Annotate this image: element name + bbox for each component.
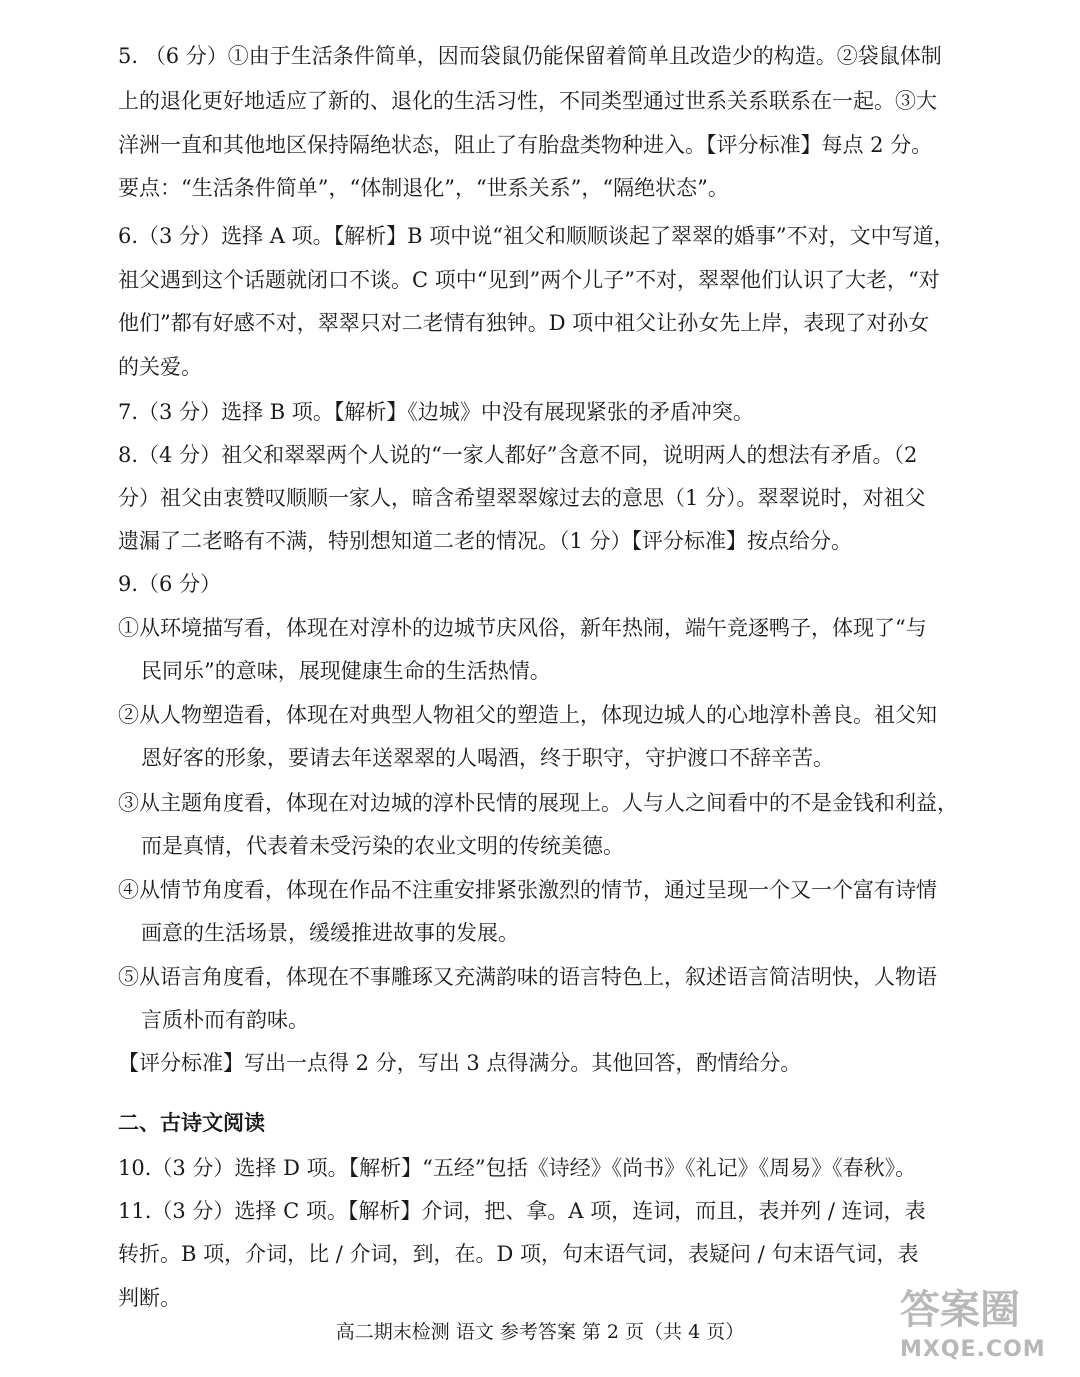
q6-line-1: 6.（3 分）选择 A 项。【解析】B 项中说“祖父和顺顺谈起了翠翠的婚事”不对，文中写道， xyxy=(118,224,955,248)
q6-line-4: 的关爱。 xyxy=(118,355,202,379)
q6-line-3: 他们”都有好感不对，翠翠只对二老情有独钟。D 项中祖父让孙女先上岸，表现了对孙女 xyxy=(118,311,930,335)
q9-heading: 9.（6 分） xyxy=(118,572,222,596)
q8-line-3: 遗漏了二老略有不满，特别想知道二老的情况。（1 分）【评分标准】按点给分。 xyxy=(118,529,853,553)
q5-line-3: 洋洲一直和其他地区保持隔绝状态，阻止了有胎盘类物种进入。【评分标准】每点 2 分。 xyxy=(118,133,933,157)
watermark-url: MXQE.COM xyxy=(900,1337,1046,1362)
q11-line-2: 转折。B 项，介词，比 / 介词，到，在。D 项，句末语气词，表疑问 / 句末语气词，表 xyxy=(118,1242,919,1266)
section-heading-classical-reading: 二、古诗文阅读 xyxy=(118,1110,265,1135)
q9-point5-line-1: ⑤从语言角度看，体现在不事雕琢又充满韵味的语言特色上，叙述语言简洁明快，人物语 xyxy=(118,965,937,989)
q9-point4-line-2: 画意的生活场景，缓缓推进故事的发展。 xyxy=(141,921,519,945)
q8-line-2: 分）祖父由衷赞叹顺顺一家人，暗含希望翠翠嫁过去的意思（1 分）。翠翠说时，对祖父 xyxy=(118,486,926,510)
page-footer: 高二期末检测 语文 参考答案 第 2 页（共 4 页） xyxy=(335,1321,745,1343)
q10-line-1: 10.（3 分）选择 D 项。【解析】“五经”包括《诗经》《尚书》《礼记》《周易》《春秋》。 xyxy=(118,1156,917,1180)
q8-line-1: 8.（4 分）祖父和翠翠两个人说的“一家人都好”含意不同，说明两人的想法有矛盾。（2 xyxy=(118,443,918,467)
q11-line-1: 11.（3 分）选择 C 项。【解析】介词，把、拿。A 项，连词，而且，表并列 / 连词，表 xyxy=(118,1199,926,1223)
q9-point5-line-2: 言质朴而有韵味。 xyxy=(141,1008,309,1032)
q9-point3-line-1: ③从主题角度看，体现在对边城的淳朴民情的展现上。人与人之间看中的不是金钱和利益， xyxy=(118,791,958,815)
q9-point4-line-1: ④从情节角度看，体现在作品不注重安排紧张激烈的情节，通过呈现一个又一个富有诗情 xyxy=(118,878,937,902)
q5-line-1: 5. （6 分）①由于生活条件简单，因而袋鼠仍能保留着简单且改造少的构造。②袋鼠体制 xyxy=(118,44,942,68)
q9-point1-line-2: 民同乐”的意味，展现健康生命的生活热情。 xyxy=(141,659,551,683)
q5-line-4: 要点：“生活条件简单”，“体制退化”，“世系关系”，“隔绝状态”。 xyxy=(118,176,729,200)
q11-line-3: 判断。 xyxy=(118,1286,181,1310)
q9-point1-line-1: ①从环境描写看，体现在对淳朴的边城节庆风俗，新年热闹，端午竞逐鸭子，体现了“与 xyxy=(118,616,927,640)
q9-point2-line-2: 恩好客的形象，要请去年送翠翠的人喝酒，终于职守，守护渡口不辞辛苦。 xyxy=(141,746,834,770)
q9-scoring-standard: 【评分标准】写出一点得 2 分，写出 3 点得满分。其他回答，酌情给分。 xyxy=(118,1051,802,1075)
q6-line-2: 祖父遇到这个话题就闭口不谈。C 项中“见到”两个儿子”不对，翠翠他们认识了大老，“对 xyxy=(118,268,940,292)
watermark-logo: 答案圈 xyxy=(900,1287,1020,1333)
q9-point2-line-1: ②从人物塑造看，体现在对典型人物祖父的塑造上，体现边城人的心地淳朴善良。祖父知 xyxy=(118,703,937,727)
q9-point3-line-2: 而是真情，代表着未受污染的农业文明的传统美德。 xyxy=(141,834,624,858)
q5-line-2: 上的退化更好地适应了新的、退化的生活习性，不同类型通过世系关系联系在一起。③大 xyxy=(118,89,937,113)
q7-line-1: 7.（3 分）选择 B 项。【解析】《边城》中没有展现紧张的矛盾冲突。 xyxy=(118,400,754,424)
